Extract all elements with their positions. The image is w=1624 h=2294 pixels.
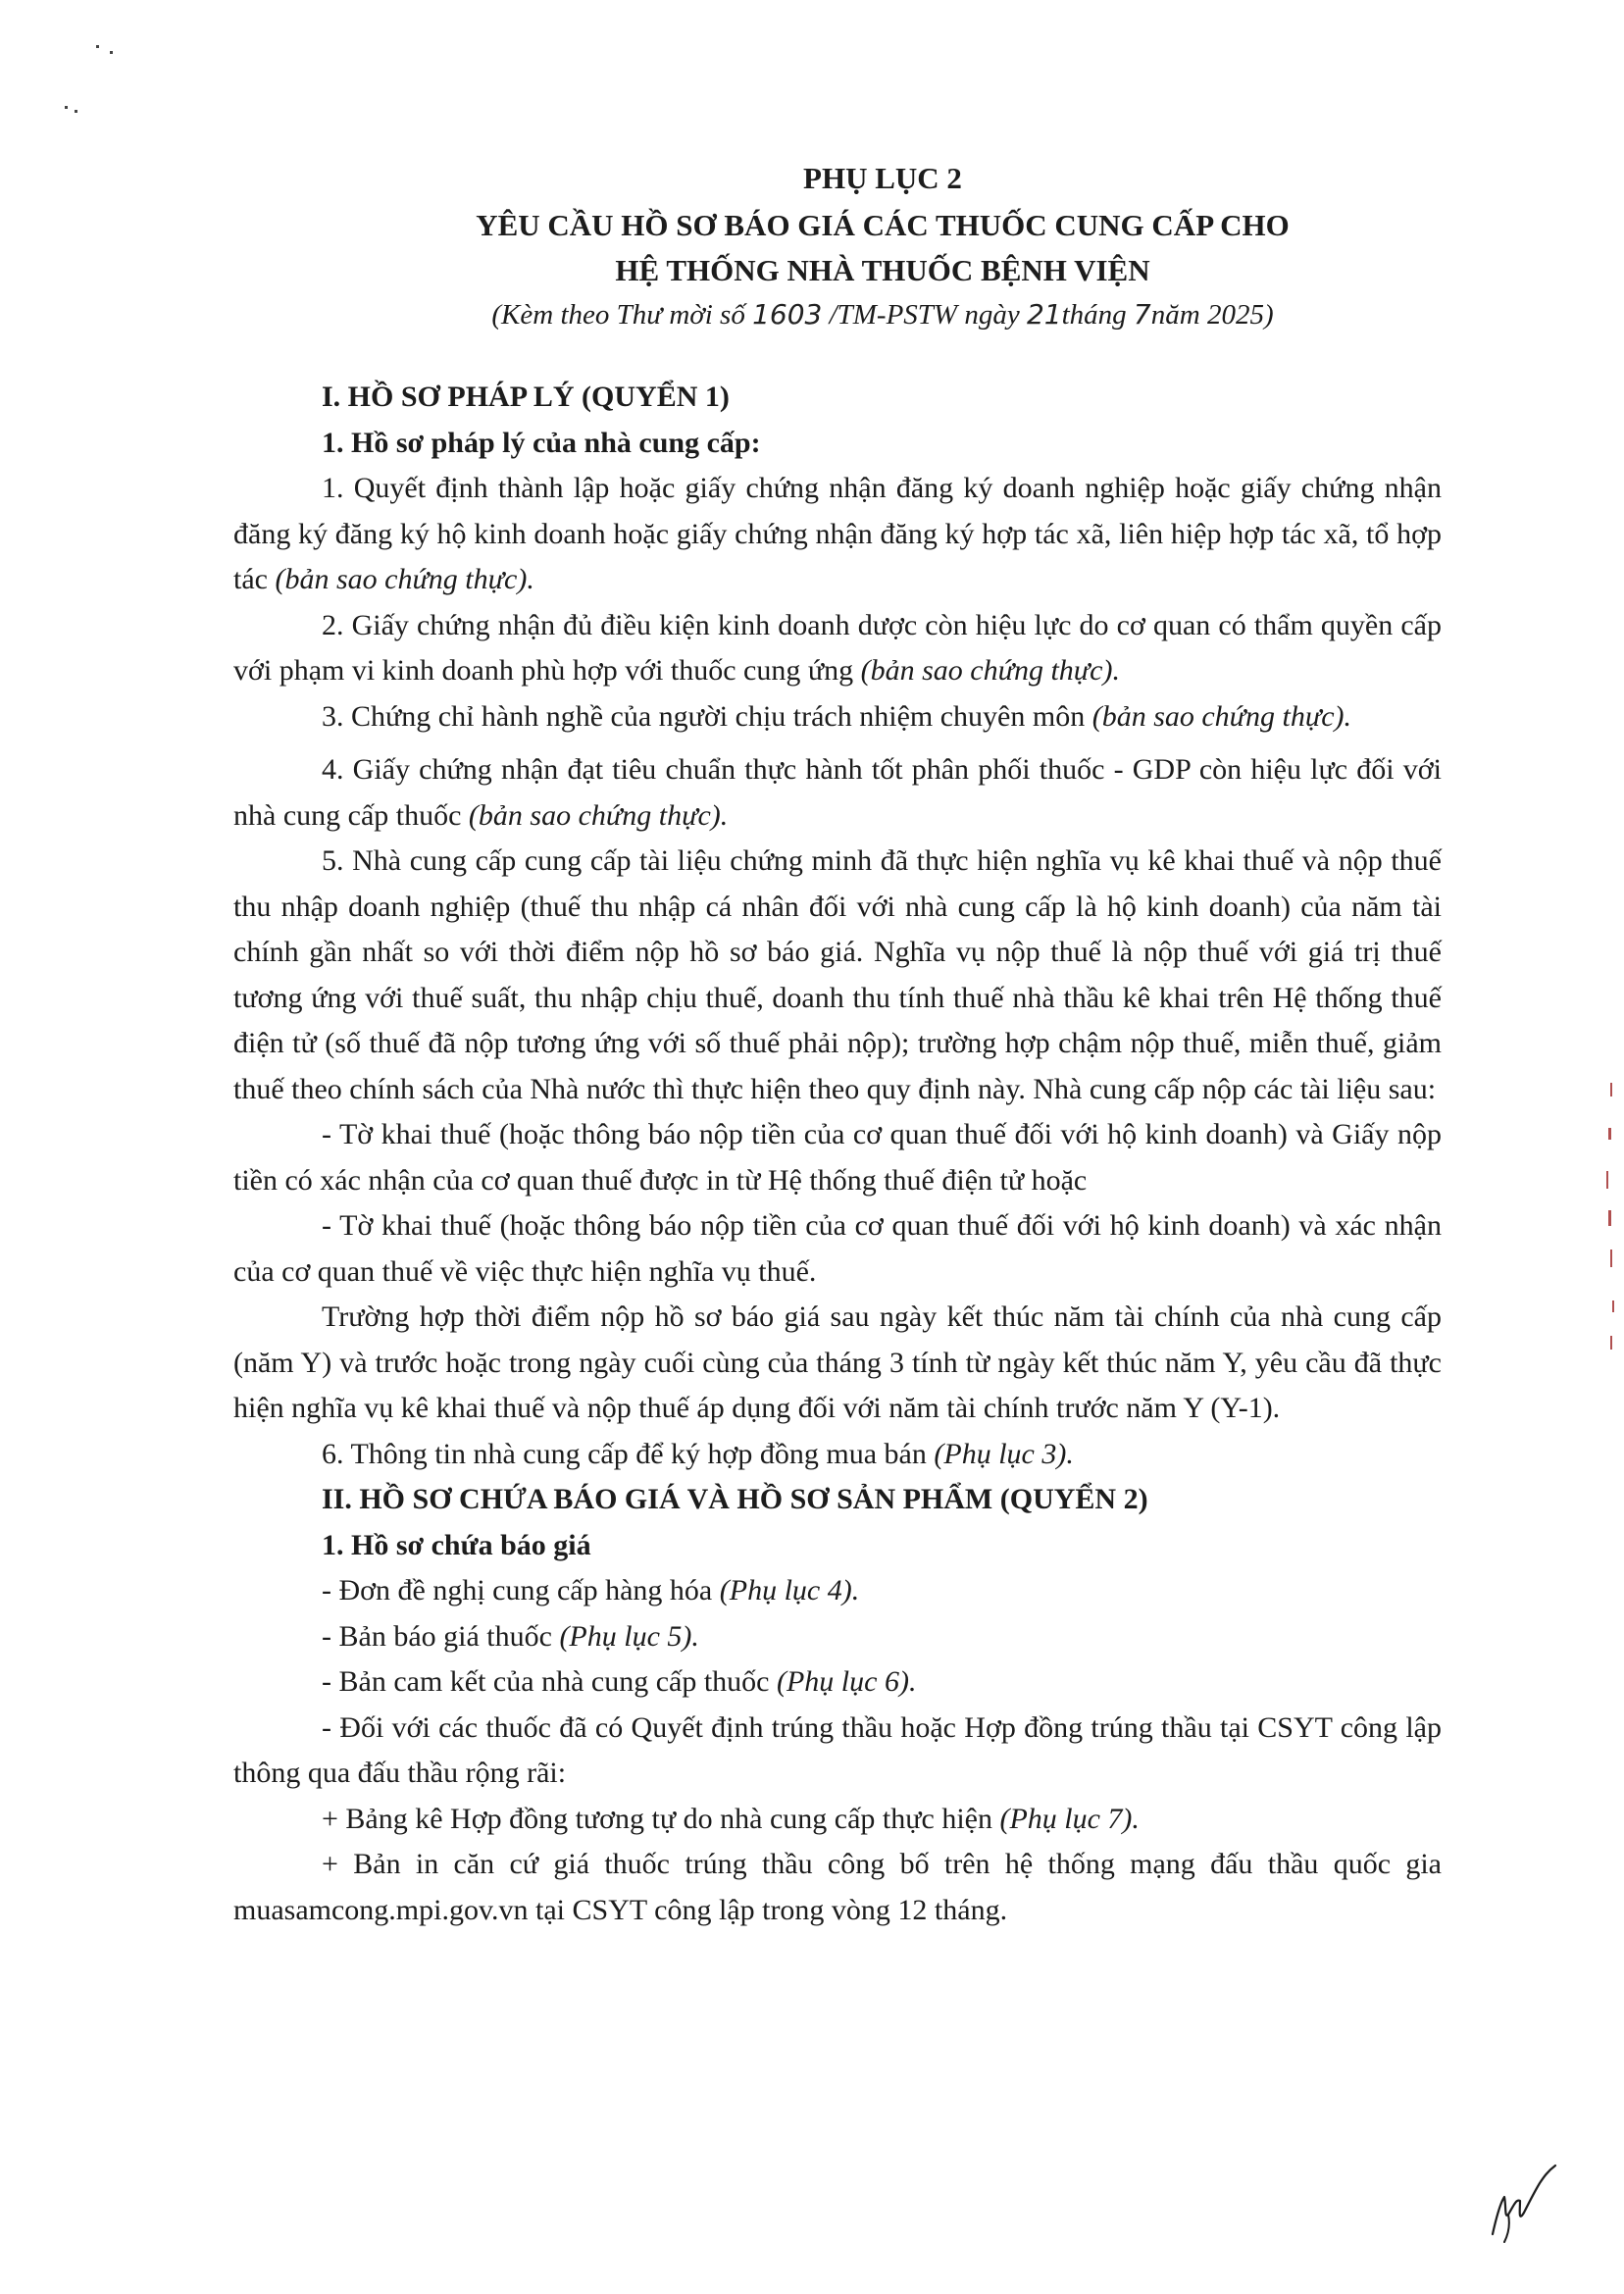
quote-bullet-3: - Bản cam kết của nhà cung cấp thuốc (Phụ lục 6). [322,1665,917,1698]
ref-month-label: tháng [1061,299,1134,331]
ref-month-handwritten: 7 [1133,298,1151,331]
quote-bullet-2: - Bản báo giá thuốc (Phụ lục 5). [322,1619,699,1653]
plus-item-1: + Bảng kê Hợp đồng tương tự do nhà cung cấp thực hiện (Phụ lục 7). [322,1802,1140,1835]
appendix-title: PHỤ LỤC 2 [803,161,962,195]
section1-subheading: 1. Hồ sơ pháp lý của nhà cung cấp: [322,426,761,459]
scan-speck-top-left-4 [75,110,77,113]
ref-mid: /TM-PSTW ngày [822,299,1027,331]
scan-speck-top-left-1 [96,45,99,48]
tax-year-note: Trường hợp thời điểm nộp hồ sơ báo giá sau ngày kết thúc năm tài chính của nhà cung cấp (năm Y) và trước hoặc trong ngày cuối cùng của tháng 3 tính từ ngày kết thúc năm Y, yêu cầu đã thực hiện nghĩa vụ kê khai thuế và nộp thuế áp dụng đối với năm tài chính trước năm Y (Y-1). [233,1300,1442,1424]
edge-mark-5 [1610,1249,1612,1267]
edge-mark-2 [1608,1128,1611,1140]
ref-number-handwritten: 1603 [752,298,823,331]
scan-speck-top-left-2 [110,51,113,54]
edge-mark-7 [1610,1336,1612,1350]
reference-line [294,298,1471,331]
edge-mark-6 [1612,1300,1614,1312]
section2-subheading: 1. Hồ sơ chứa báo giá [322,1528,591,1561]
quote-bullet-1: - Đơn đề nghị cung cấp hàng hóa (Phụ lục 4). [322,1574,860,1606]
section2-heading: II. HỒ SƠ CHỨA BÁO GIÁ VÀ HỒ SƠ SẢN PHẨM (QUYỂN 2) [322,1483,1148,1515]
ref-suffix: năm 2025) [1150,299,1274,331]
plus-item-2: + Bản in căn cứ giá thuốc trúng thầu công bố trên hệ thống mạng đấu thầu quốc gia muasamcong.mpi.gov.vn tại CSYT công lập trong vòng 12 tháng. [233,1848,1442,1926]
csyt-intro: - Đối với các thuốc đã có Quyết định trúng thầu hoặc Hợp đồng trúng thầu tại CSYT công lập thông qua đấu thầu rộng rãi: [233,1710,1442,1789]
legal-item-3: 3. Chứng chỉ hành nghề của người chịu trách nhiệm chuyên môn (bản sao chứng thực). [322,699,1352,733]
tax-bullet-2: - Tờ khai thuế (hoặc thông báo nộp tiền của cơ quan thuế đối với hộ kinh doanh) và xác nhận của cơ quan thuế về việc thực hiện nghĩa vụ thuế. [233,1209,1442,1288]
ref-prefix: (Kèm theo Thư mời số [491,299,753,331]
legal-item-2: 2. Giấy chứng nhận đủ điều kiện kinh doanh dược còn hiệu lực do cơ quan có thẩm quyền cấp với phạm vi kinh doanh phù hợp với thuốc cung ứng (bản sao chứng thực). [233,608,1442,687]
legal-item-6: 6. Thông tin nhà cung cấp để ký hợp đồng mua bán (Phụ lục 3). [322,1437,1074,1470]
ref-day-handwritten: 21 [1026,298,1062,331]
document-subtitle-line2: HỆ THỐNG NHÀ THUỐC BỆNH VIỆN [615,253,1150,287]
edge-mark-4 [1608,1210,1611,1226]
edge-mark-1 [1610,1083,1612,1096]
document-body [233,375,1442,1933]
section1-heading: I. HỒ SƠ PHÁP LÝ (QUYỂN 1) [322,381,730,413]
edge-mark-3 [1606,1171,1608,1189]
scan-speck-top-left-3 [65,106,68,109]
tax-bullet-1: - Tờ khai thuế (hoặc thông báo nộp tiền của cơ quan thuế đối với hộ kinh doanh) và Giấy nộp tiền có xác nhận của cơ quan thuế được in từ Hệ thống thuế điện tử hoặc [233,1118,1442,1197]
legal-item-4: 4. Giấy chứng nhận đạt tiêu chuẩn thực hành tốt phân phối thuốc - GDP còn hiệu lực đối với nhà cung cấp thuốc (bản sao chứng thực). [233,753,1442,832]
legal-item-1: 1. Quyết định thành lập hoặc giấy chứng nhận đăng ký doanh nghiệp hoặc giấy chứng nhận đăng ký đăng ký hộ kinh doanh hoặc giấy chứng nhận đăng ký hợp tác xã, liên hiệp hợp tác xã, tổ hợp tác (bản sao chứng thực). [233,472,1442,595]
document-subtitle-line1: YÊU CẦU HỒ SƠ BÁO GIÁ CÁC THUỐC CUNG CẤP CHO [476,208,1290,242]
initials-signature [1487,2158,1565,2246]
legal-item-5: 5. Nhà cung cấp cung cấp tài liệu chứng minh đã thực hiện nghĩa vụ kê khai thuế và nộp thuế thu nhập doanh nghiệp (thuế thu nhập cá nhân đối với nhà cung cấp là hộ kinh doanh) của năm tài chính gần nhất so với thời điểm nộp hồ sơ báo giá. Nghĩa vụ nộp thuế là nộp thuế với giá trị thuế tương ứng với thuế suất, thu nhập chịu thuế, doanh thu tính thuế nhà thầu kê khai trên Hệ thống thuế điện tử (số thuế đã nộp tương ứng với số thuế phải nộp); trường hợp chậm nộp thuế, miễn thuế, giảm thuế theo chính sách của Nhà nước thì thực hiện theo quy định này. Nhà cung cấp nộp các tài liệu sau: [233,844,1442,1105]
